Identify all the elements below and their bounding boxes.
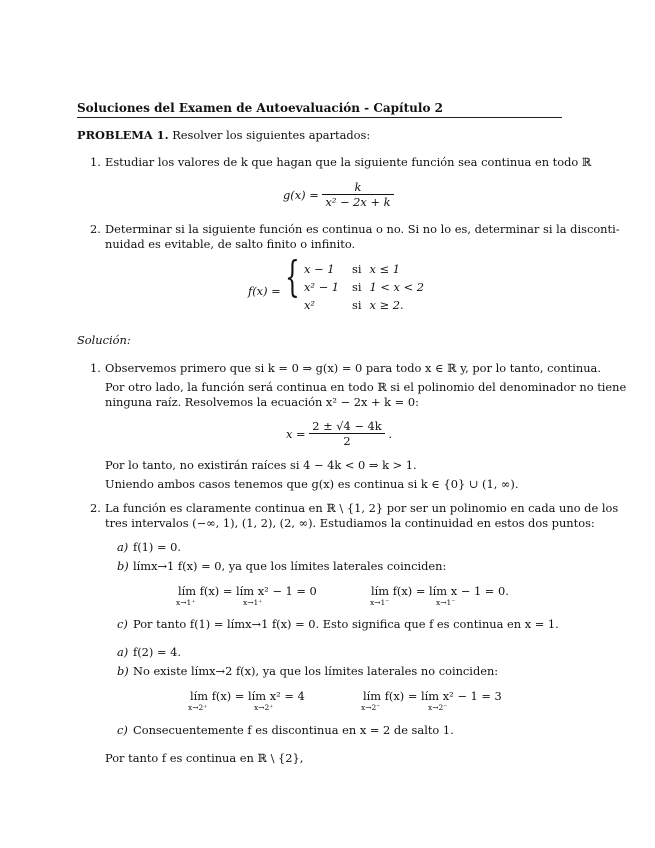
limit-1-right: lím f(x) = lím x − 1 = 0. xyxy=(371,584,509,598)
solution-1-p4: Uniendo ambos casos tenemos que g(x) es continua si k ∈ {0} ∪ (1, ∞). xyxy=(105,477,519,491)
list-label: c) xyxy=(117,617,128,631)
formula-roots xyxy=(286,419,392,448)
problem-item-2-num: 2. xyxy=(90,222,101,236)
solution-1-p3: Por lo tanto, no existirán raíces si 4 − 4k < 0 ⇒ k > 1. xyxy=(105,458,417,472)
limit-2-left-sub1: x→2⁺ xyxy=(188,703,208,712)
formula-roots-numerator: 2 ± √4 − 4k xyxy=(312,419,382,433)
limit-2-left-sub2: x→2⁺ xyxy=(254,703,274,712)
list-label: b) xyxy=(117,664,129,678)
solution-2-b2: No existe límx→2 f(x), ya que los límites laterales no coinciden: xyxy=(133,664,499,678)
limit-1-left-sub2: x→1⁺ xyxy=(243,598,263,607)
formula-f-lhs: f(x) = xyxy=(248,284,281,298)
case-si: si xyxy=(352,298,362,312)
limit-2-right-sub1: x→2⁻ xyxy=(361,703,381,712)
case-expr: x² xyxy=(304,298,315,312)
problem-heading xyxy=(77,128,370,142)
problem-item-2-line1: Determinar si la siguiente función es continua o no. Si no lo es, determinar si la disconti- xyxy=(105,222,620,236)
formula-roots-tail: . xyxy=(388,426,392,441)
solution-1-p2-line1: Por otro lado, la función será continua en todo ℝ si el polinomio del denominador no tiene xyxy=(105,380,627,394)
solution-2-num: 2. xyxy=(90,501,101,515)
limit-2-right-sub2: x→2⁻ xyxy=(428,703,448,712)
limit-2-left: lím f(x) = lím x² = 4 xyxy=(190,689,305,703)
solution-2-b1: límx→1 f(x) = 0, ya que los límites laterales coinciden: xyxy=(133,559,447,573)
list-label: a) xyxy=(117,540,129,554)
problem-intro: Resolver los siguientes apartados: xyxy=(172,128,371,142)
list-label: a) xyxy=(117,645,129,659)
limit-2-right: lím f(x) = lím x² − 1 = 3 xyxy=(363,689,502,703)
solution-2-c1: Por tanto f(1) = límx→1 f(x) = 0. Esto significa que f es continua en x = 1. xyxy=(133,617,559,631)
solution-2-conclusion: Por tanto f es continua en ℝ \ {2}, xyxy=(105,751,304,765)
problem-item-1-text: Estudiar los valores de k que hagan que la siguiente función sea continua en todo ℝ xyxy=(105,155,592,169)
solution-2-p1-line2: tres intervalos (−∞, 1), (1, 2), (2, ∞). Estudiamos la continuidad en estos dos puntos: xyxy=(105,516,595,530)
solution-2-a2: f(2) = 4. xyxy=(133,645,182,659)
case-cond: 1 < x < 2 xyxy=(369,280,424,294)
title-rule xyxy=(77,117,562,118)
formula-f-brace: { xyxy=(285,252,300,301)
limit-1-left: lím f(x) = lím x² − 1 = 0 xyxy=(178,584,317,598)
solution-1-p1: Observemos primero que si k = 0 ⇒ g(x) = 0 para todo x ∈ ℝ y, por lo tanto, continua. xyxy=(105,361,601,375)
solution-2-a1: f(1) = 0. xyxy=(133,540,182,554)
problem-label: PROBLEMA 1. xyxy=(77,128,169,142)
list-label: c) xyxy=(117,723,128,737)
formula-roots-denominator: 2 xyxy=(309,433,384,448)
problem-item-1-num: 1. xyxy=(90,155,101,169)
case-cond: x ≥ 2. xyxy=(369,298,404,312)
formula-g xyxy=(283,180,394,209)
case-expr: x² − 1 xyxy=(304,280,340,294)
case-cond: x ≤ 1 xyxy=(369,262,400,276)
solution-1-num: 1. xyxy=(90,361,101,375)
document-title: Soluciones del Examen de Autoevaluación - Capítulo 2 xyxy=(77,101,443,115)
case-si: si xyxy=(352,280,362,294)
case-row xyxy=(304,278,432,296)
case-si: si xyxy=(352,262,362,276)
case-expr: x − 1 xyxy=(304,262,335,276)
solution-1-p2-line2: ninguna raíz. Resolvemos la ecuación x² − 2x + k = 0: xyxy=(105,395,419,409)
formula-f-cases xyxy=(304,260,432,314)
list-label: b) xyxy=(117,559,129,573)
solution-label: Solución: xyxy=(77,333,131,347)
formula-g-denominator: x² − 2x + k xyxy=(322,194,393,209)
limit-1-left-sub1: x→1⁺ xyxy=(176,598,196,607)
formula-g-lhs: g(x) = xyxy=(283,187,319,202)
formula-roots-fraction xyxy=(309,419,384,448)
limit-1-right-sub1: x→1⁻ xyxy=(370,598,390,607)
case-row xyxy=(304,296,432,314)
formula-g-numerator: k xyxy=(354,180,362,194)
solution-2-c2: Consecuentemente f es discontinua en x = 2 de salto 1. xyxy=(133,723,454,737)
solution-2-p1-line1: La función es claramente continua en ℝ \ {1, 2} por ser un polinomio en cada uno de los xyxy=(105,501,619,515)
problem-item-2-line2: nuidad es evitable, de salto finito o infinito. xyxy=(105,237,356,251)
formula-g-fraction xyxy=(322,180,393,209)
formula-roots-lhs: x = xyxy=(286,426,306,441)
limit-1-right-sub2: x→1⁻ xyxy=(436,598,456,607)
case-row xyxy=(304,260,432,278)
